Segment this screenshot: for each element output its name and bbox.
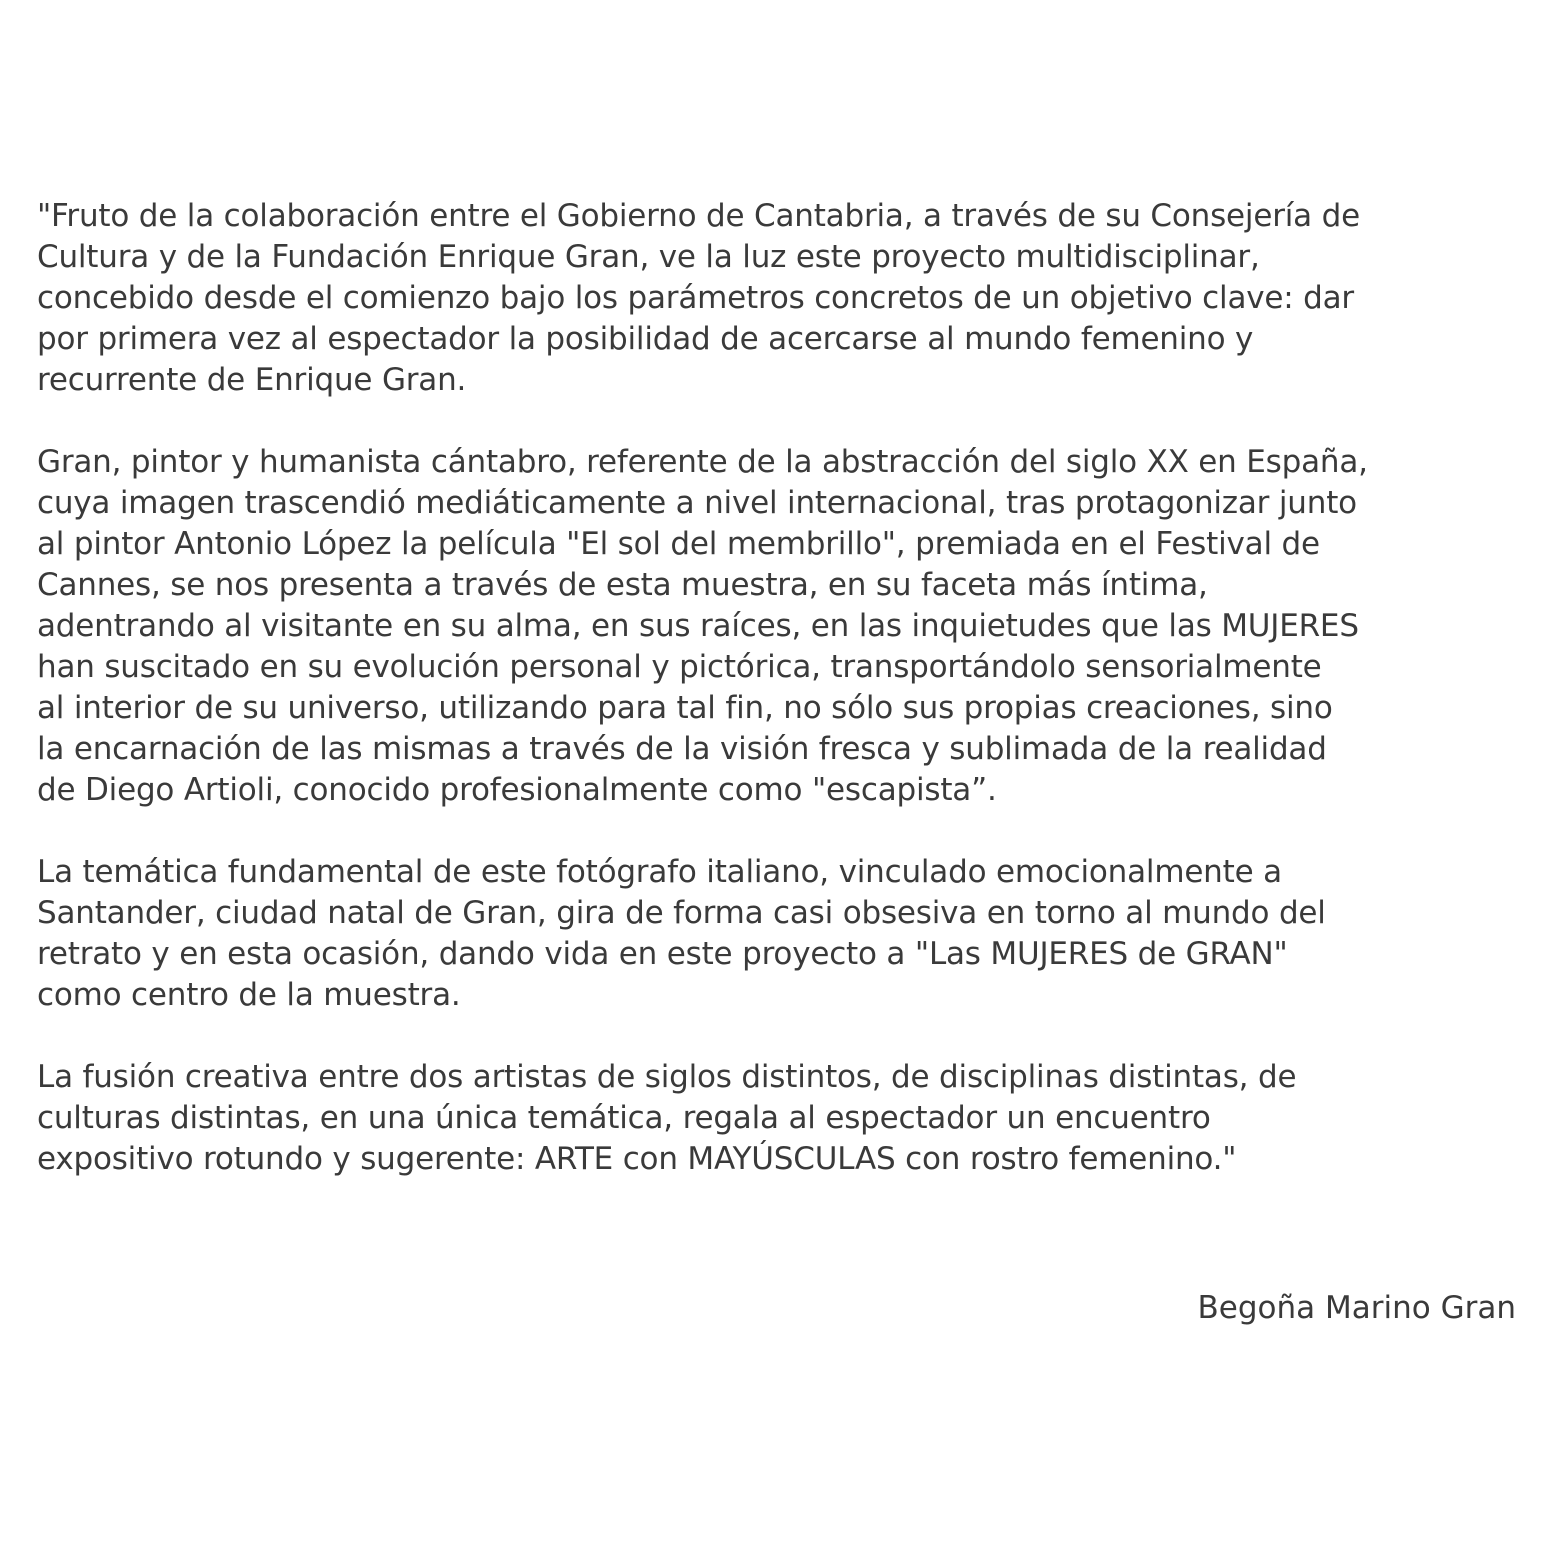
text-line: adentrando al visitante en su alma, en sus raíces, en las inquietudes que las MUJERES xyxy=(37,608,1359,644)
text-line: expositivo rotundo y sugerente: ARTE con MAYÚSCULAS con rostro femenino." xyxy=(37,1141,1237,1177)
text-line: Cultura y de la Fundación Enrique Gran, ve la luz este proyecto multidisciplinar, xyxy=(37,239,1260,275)
signature: Begoña Marino Gran xyxy=(1197,1290,1516,1326)
text-line: cuya imagen trascendió mediáticamente a nivel internacional, tras protagonizar junto xyxy=(37,485,1357,521)
text-line: La temática fundamental de este fotógrafo italiano, vinculado emocionalmente a xyxy=(37,854,1282,890)
paragraph-3 xyxy=(37,852,1527,1016)
text-line: de Diego Artioli, conocido profesionalmente como "escapista”. xyxy=(37,772,997,808)
paragraph-2 xyxy=(37,442,1527,811)
quote-text xyxy=(37,196,1527,1221)
text-line: han suscitado en su evolución personal y pictórica, transportándolo sensorialmente xyxy=(37,649,1322,685)
text-line: Gran, pintor y humanista cántabro, referente de la abstracción del siglo XX en España, xyxy=(37,444,1368,480)
text-line: recurrente de Enrique Gran. xyxy=(37,362,467,398)
text-line: por primera vez al espectador la posibilidad de acercarse al mundo femenino y xyxy=(37,321,1254,357)
text-line: La fusión creativa entre dos artistas de siglos distintos, de disciplinas distintas, de xyxy=(37,1059,1297,1095)
text-line: como centro de la muestra. xyxy=(37,977,461,1013)
text-line: al pintor Antonio López la película "El sol del membrillo", premiada en el Festival de xyxy=(37,526,1320,562)
text-line: Santander, ciudad natal de Gran, gira de forma casi obsesiva en torno al mundo del xyxy=(37,895,1326,931)
text-line: "Fruto de la colaboración entre el Gobierno de Cantabria, a través de su Consejería de xyxy=(37,198,1360,234)
text-line: culturas distintas, en una única temática, regala al espectador un encuentro xyxy=(37,1100,1211,1136)
text-line: al interior de su universo, utilizando para tal fin, no sólo sus propias creaciones, sino xyxy=(37,690,1333,726)
paragraph-1 xyxy=(37,196,1527,401)
text-line: concebido desde el comienzo bajo los parámetros concretos de un objetivo clave: dar xyxy=(37,280,1354,316)
text-line: la encarnación de las mismas a través de la visión fresca y sublimada de la realidad xyxy=(37,731,1327,767)
paragraph-4 xyxy=(37,1057,1527,1180)
text-line: retrato y en esta ocasión, dando vida en este proyecto a "Las MUJERES de GRAN" xyxy=(37,936,1288,972)
text-line: Cannes, se nos presenta a través de esta muestra, en su faceta más íntima, xyxy=(37,567,1208,603)
